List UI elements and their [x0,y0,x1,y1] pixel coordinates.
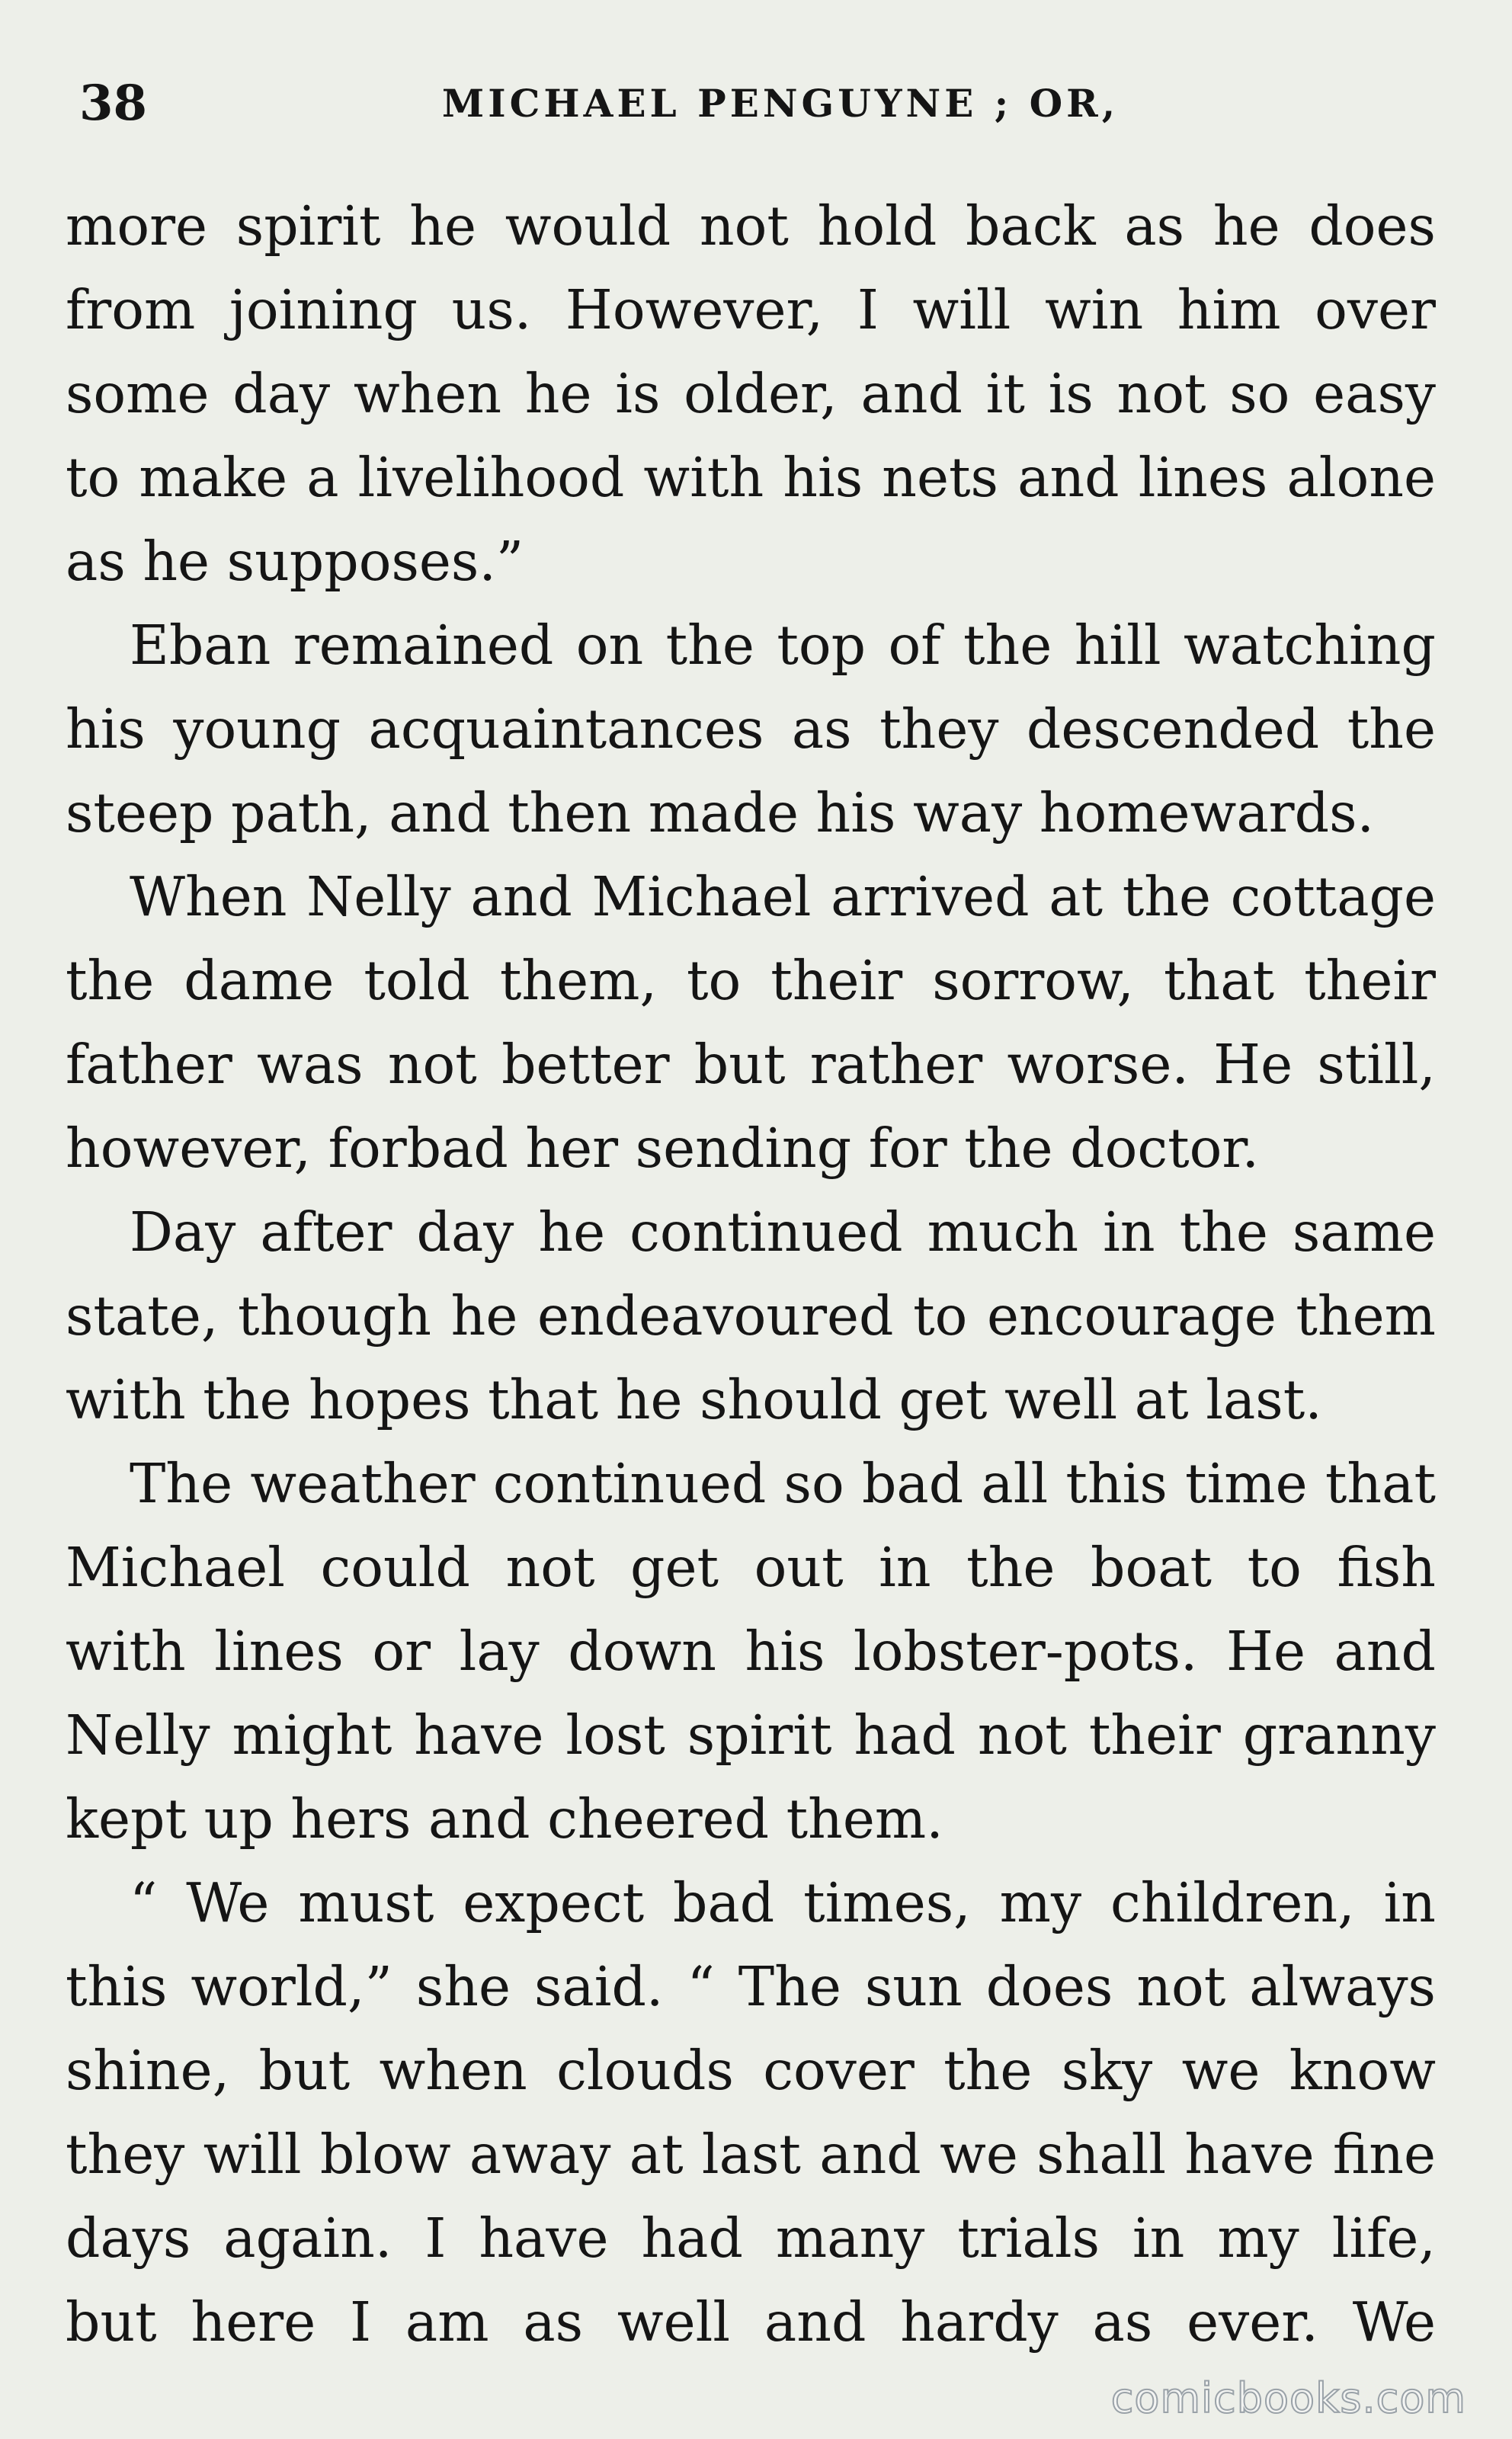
text-line: “ We must expect bad times, my children, in [130,1871,1436,1934]
text-line: more spirit he would not hold back as he does [66,194,1436,258]
text-line: as he supposes.” [66,530,524,593]
text-line: they will blow away at last and we shall have fine [66,2123,1436,2186]
text-line: Day after day he continued much in the same [130,1200,1436,1264]
text-line: The weather continued so bad all this time that [130,1452,1436,1515]
watermark: comicbooks.com [1110,2374,1466,2422]
text-line: this world,” she said. “ The sun does not always [66,1955,1436,2018]
text-line: however, forbad her sending for the doctor. [66,1117,1260,1180]
text-line: days again. I have had many trials in my life, [66,2207,1436,2270]
page-number: 38 [79,75,148,132]
text-line: from joining us. However, I will win him over [66,278,1436,341]
text-line: Michael could not get out in the boat to fish [66,1536,1436,1599]
body-text [66,184,1436,2364]
text-line: shine, but when clouds cover the sky we know [66,2039,1436,2102]
text-line: the dame told them, to their sorrow, that their [66,949,1436,1012]
text-line: father was not better but rather worse. He still, [66,1033,1436,1096]
text-line: some day when he is older, and it is not so easy [66,362,1436,425]
text-line: but here I am as well and hardy as ever. We [66,2290,1436,2354]
text-line: Eban remained on the top of the hill watching [130,614,1436,677]
text-line: steep path, and then made his way homewards. [66,781,1375,845]
text-line: with the hopes that he should get well at last. [66,1368,1322,1431]
text-line: his young acquaintances as they descended the [66,697,1436,761]
text-line: with lines or lay down his lobster-pots. He and [66,1620,1436,1683]
text-line: kept up hers and cheered them. [66,1787,943,1851]
running-title: MICHAEL PENGUYNE ; OR, [441,81,1120,126]
text-line: to make a livelihood with his nets and lines alone [66,446,1436,509]
running-header [79,73,1436,134]
text-line: Nelly might have lost spirit had not their granny [66,1703,1436,1767]
text-line: When Nelly and Michael arrived at the cottage [130,865,1436,928]
text-line: state, though he endeavoured to encourage them [66,1284,1436,1348]
